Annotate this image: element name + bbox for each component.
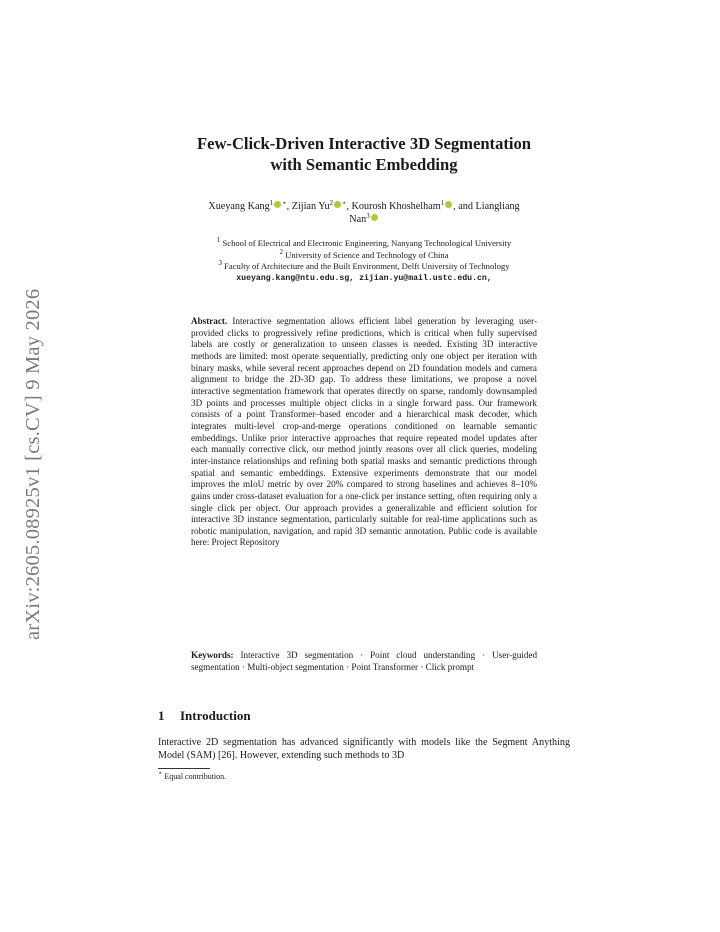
orcid-icon[interactable] <box>334 201 341 208</box>
author-3: , Kourosh Khoshelham <box>346 201 441 212</box>
abstract-label: Abstract. <box>191 316 228 326</box>
footnote-text: Equal contribution. <box>164 772 227 781</box>
title-line-2: with Semantic Embedding <box>270 155 458 174</box>
orcid-icon[interactable] <box>371 214 378 221</box>
abstract <box>191 316 537 549</box>
author-2: , Zijian Yu <box>286 201 330 212</box>
footnote <box>158 769 227 782</box>
affiliation-2: $^2$ University of Science and Technology of China <box>279 247 449 260</box>
introduction-paragraph: Interactive 2D segmentation has advanced significantly with models like the Segment Anything Model (SAM) [26]. However, extending such methods to 3D <box>158 737 570 762</box>
arxiv-identifier: arXiv:2605.08925v1 [cs.CV] 9 May 2026 <box>22 288 44 640</box>
author-4-surname: Nan <box>349 214 367 225</box>
abstract-text: Interactive segmentation allows efficient label generation by leveraging user-provided clicks to progressively refine predictions, which is critical when fully supervised labels are costly or generalization to unseen classes is needed. Existing 3D interactive methods are limited: most operate sequentially, predicting only one object per iteration with binary masks, while several recent approaches depend on 2D foundation models and camera alignment to bridge the 2D-3D gap. To address these limitations, we propose a novel interactive segmentation framework that operates directly on sparse, randomly downsampled 3D points and processes multiple object clicks in a single forward pass. Our framework consists of a point Transformer–based encoder and a hierarchical mask decoder, which integrates multi-level crop-and-merge operations conditioned on learnable semantic embeddings. Unlike prior interactive approaches that require repeated model updates after each manually corrective click, our method jointly reasons over all click queries, modeling inter-instance relationships and refining both spatial masks and semantic predictions through spatial and semantic embeddings. Extensive experiments demonstrate that our model improves the mIoU metric by over 20% compared to strong baselines and achieves 8–10% gains under cross-dataset evaluation for a one-click per instance setting, often requiring only a single click per object. Our approach provides a generalizable and efficient solution for interactive 3D instance segmentation, particularly suitable for real-time applications such as robotic manipulation, navigation, and rapid 3D semantic annotation. Public code is available here: Project Repository <box>191 316 538 548</box>
keywords-label: Keywords: <box>191 650 234 660</box>
paper-title <box>158 133 570 175</box>
footnote-rule <box>158 768 210 769</box>
author-emails[interactable]: xueyang.kang@ntu.edu.sg, zijian.yu@mail.ustc.edu.cn, <box>236 273 492 283</box>
footnote-mark: ⋆ <box>158 769 163 777</box>
orcid-icon[interactable] <box>445 201 452 208</box>
author-4: , and Liangliang <box>453 201 520 212</box>
section-heading <box>158 708 570 724</box>
title-line-1: Few-Click-Driven Interactive 3D Segmentation <box>196 134 532 153</box>
author-list: Xueyang Kang$^1$ ⋆, Zijian Yu$^2$ ⋆, Kourosh Khoshelham$^1$ , and Liangliang Nan$^3$ <box>208 199 520 225</box>
section-number: 1 <box>158 708 165 723</box>
keywords <box>191 650 537 673</box>
affiliation-1: $^1$ School of Electrical and Electronic Engineering, Nanyang Technological University <box>216 236 512 248</box>
keywords-text: Interactive 3D segmentation · Point cloud understanding · User-guided segmentation · Multi-object segmentation · Point Transformer · Click prompt <box>191 650 538 672</box>
orcid-icon[interactable] <box>274 201 281 208</box>
affiliations <box>158 238 570 284</box>
affiliation-3: $^3$ Faculty of Architecture and the Built Environment, Delft University of Technology <box>218 259 510 271</box>
section-title: Introduction <box>180 708 251 723</box>
author-1: Xueyang Kang <box>208 201 270 212</box>
